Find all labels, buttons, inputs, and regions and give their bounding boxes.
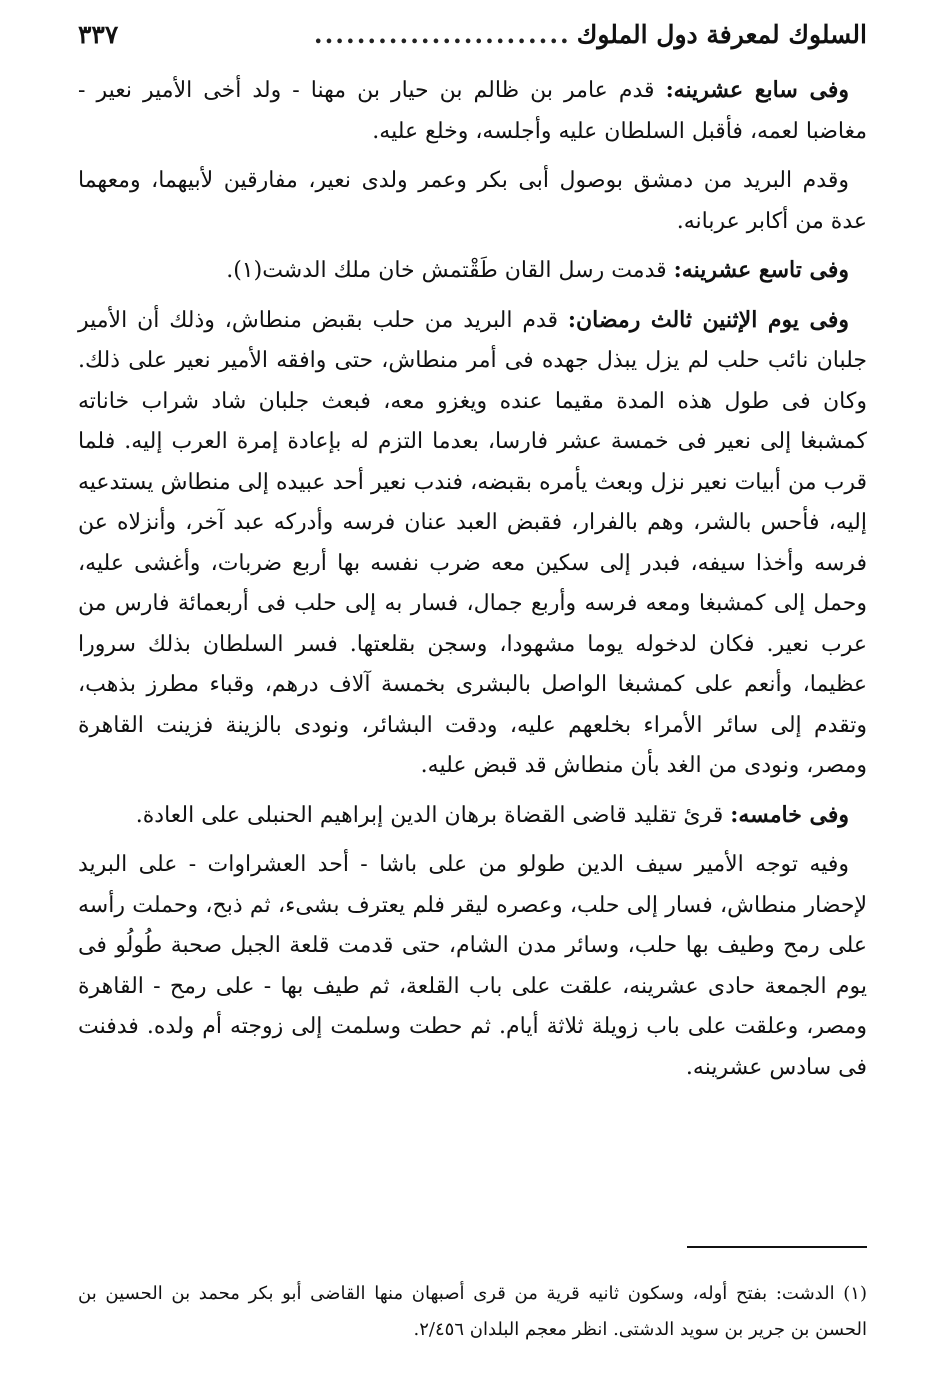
paragraph (78, 160, 867, 242)
running-title: السلوك لمعرفة دول الملوك (576, 20, 867, 49)
paragraph-text: قرئ تقليد قاضى القضاة برهان الدين إبراهيم الحنبلى على العادة. (135, 802, 731, 828)
paragraph-text: قدم البريد من حلب بقبض منطاش، وذلك أن الأمير جلبان نائب حلب لم يزل يبذل جهده فى أمر منطاش، حتى وافقه الأمير نعير على ذلك. وكان فى طول هذه المدة مقيما عنده ويغزو معه، فبعث جلبان شاد شراب خاناته كمشبغا إلى نعير فى خمسة عشر فارسا، بعدما التزم له بإعادة إمرة العرب إليه. فلما قرب من أبيات نعير نزل وبعث يأمره بقبضه، فندب نعير أحد عبيده إلى منطاش يستدعيه إليه، فأحس بالشر، وهم بالفرار، فقبض العبد عنان فرسه وأدركه عبد آخر، وأنزلاه عن فرسه وأخذا سيفه، فبدر إلى سكين معه ضرب نفسه بها أربع ضربات، وأغشى عليه، وحمل إلى كمشبغا ومعه فرسه وأربع جمال، فسار به إلى حلب فى أربعمائة فارس من عرب نعير. فكان لدخوله يوما مشهودا، وسجن بقلعتها. فسر السلطان بذلك سرورا عظيما، وأنعم على كمشبغا الواصل بالبشرى بخمسة آلاف درهم، وقباء مطرز بذهب، وتقدم إلى سائر الأمراء بخلعهم عليه، ودقت البشائر، ونودى بالزينة فزينت القاهرة ومصر، ونودى من الغد بأن منطاش قد قبض عليه. (78, 307, 867, 778)
page-header (78, 20, 867, 68)
body-text (78, 70, 867, 1088)
footnote-divider (687, 1246, 867, 1248)
footnote: (١) الدشت: بفتح أوله، وسكون ثانيه قرية من قرى أصبهان منها القاضى أبو بكر محمد بن الحسين بن الحسن بن جرير بن سويد الدشتى. انظر معجم البلدان ٢/٤٥٦. (78, 1283, 867, 1340)
page-number: ٣٣٧ (78, 20, 119, 49)
book-page (78, 20, 867, 1361)
paragraph (78, 795, 867, 837)
paragraph (78, 844, 867, 1088)
paragraph-lead: وفى خامسه: (730, 801, 849, 828)
paragraph (78, 70, 867, 152)
paragraph (78, 250, 867, 292)
paragraph-lead: وفى يوم الإثنين ثالث رمضان: (567, 306, 849, 333)
paragraph-text: قدم عامر بن ظالم بن حيار بن مهنا - ولد أخى الأمير نعير - مغاضبا لعمه، فأقبل السلطان عليه وأجلسه، وخلع عليه. (78, 78, 867, 144)
paragraph (78, 300, 867, 787)
paragraph-text: وفيه توجه الأمير سيف الدين طولو من على باشا - أحد العشراوات - على البريد لإحضار منطاش، فسار إلى حلب، وعصره ليقر فلم يعترف بشىء، ثم ذبح، وحملت رأسه على رمح وطيف بها حلب، وسائر مدن الشام، حتى قدمت قلعة الجبل صحبة طُولُو فى يوم الجمعة حادى عشرينه، علقت على باب القلعة، ثم طيف بها - على رمح - القاهرة ومصر، وعلقت على باب زويلة ثلاثة أيام. ثم حطت وسلمت إلى زوجته أم ولده. فدفنت فى سادس عشرينه. (78, 852, 867, 1080)
paragraph-text: وقدم البريد من دمشق بوصول أبى بكر وعمر ولدى نعير، مفارقين لأبيهما، ومعهما عدة من أكابر عربانه. (78, 168, 867, 234)
paragraph-lead: وفى تاسع عشرينه: (673, 257, 849, 283)
paragraph-text: قدمت رسل القان طَقْتمش خان ملك الدشت(١). (226, 258, 674, 283)
dot-leader: ........................ (313, 20, 571, 49)
paragraph-lead: وفى سابع عشرينه: (665, 77, 849, 103)
